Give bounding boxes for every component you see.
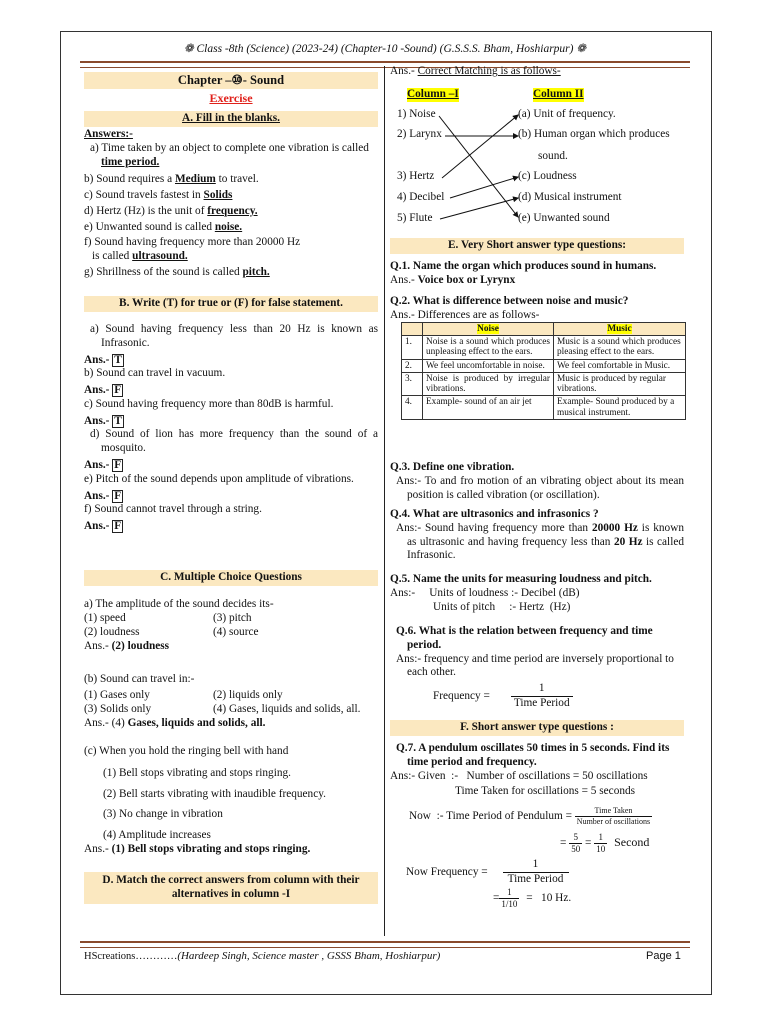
section-f: F. Short answer type questions :: [390, 720, 684, 736]
match-left-item: 2) Larynx: [397, 128, 442, 140]
frequency-result-formula: Now Frequency = $\frac{1}{\text{Time Period}}$: [406, 858, 569, 887]
section-e: E. Very Short answer type questions:: [390, 238, 684, 254]
table-cell: Example- Sound produced by a musical instrument.: [554, 396, 686, 419]
table-row: [402, 372, 686, 395]
table-cell: Music is produced by regular vibrations.: [554, 372, 686, 395]
match-right-item: (a) Unit of frequency.: [518, 108, 616, 120]
exercise-heading: Exercise: [209, 91, 253, 105]
table-cell: Example- sound of an air jet: [423, 396, 554, 419]
chapter-title-band: Chapter –⑩- Sound: [84, 72, 378, 89]
match-right-item: (e) Unwanted sound: [518, 212, 610, 224]
mcq-1: a) The amplitude of the sound decides its- (1) speed (3) pitch (2) loudness (4) source Ans.- (2) loudness: [84, 598, 274, 652]
section-b: B. Write (T) for true or (F) for false statement.: [84, 296, 378, 312]
table-row: [402, 396, 686, 419]
page-header: ❁ Class -8th (Science) (2023-24) (Chapter-10 -Sound) (G.S.S.S. Bham, Hoshiarpur) ❁: [183, 43, 586, 55]
table-cell: We feel uncomfortable in noise.: [423, 359, 554, 372]
match-right-item: (d) Musical instrument: [518, 191, 622, 203]
match-left-item: 4) Decibel: [397, 191, 445, 203]
frequency-final: = $\frac{1}{1/10}$ = 10 Hz.: [493, 887, 572, 909]
q1: Q.1. Name the organ which produces sound in humans. Ans.- Voice box or Lyrynx: [390, 260, 657, 286]
match-intro: Ans.- Correct Matching is as follows-: [390, 65, 561, 77]
q4: Q.4. What are ultrasonics and infrasonics ? Ans:- Sound having frequency more than 20000 Hz is known as ultrasonic and having frequency less than 20 Hz is called Infrasonic.: [390, 508, 684, 562]
match-left-item: 1) Noise: [397, 108, 436, 120]
q5: Q.5. Name the units for measuring loudness and pitch. Ans:- Units of loudness :- Decibel (dB) Units of pitch :- Hertz (Hz): [390, 573, 652, 613]
table-cell: Music is a sound which produces pleasing effect to the ears.: [554, 336, 686, 359]
arrow-flute-instrument: [440, 198, 518, 219]
section-d: D. Match the correct answers from column with their alternatives in column -I: [84, 872, 378, 904]
table-cell: 3.: [402, 372, 423, 395]
match-left-item: 3) Hertz: [397, 170, 435, 182]
table-cell: 4.: [402, 396, 423, 419]
section-b-items: a) Sound having frequency less than 20 Hz is known as Infrasonic. Ans.- T b) Sound can travel in vacuum. Ans.- F c) Sound having frequency more than 80dB is harmful. Ans.- T d) Sound of lion has more frequency than the sound of a mosquito. Ans.- F e) Pitch of the sound depends upon amplitude of vibrations. Ans.- F f) Sound cannot travel through a string. Ans.- F: [84, 323, 378, 533]
table-row: [402, 359, 686, 372]
noise-music-table: Noise Music 1. Noise is a sound which produces unpleasing effect to the ears. Music is a sound which produces pleasing effect to the ears. 2. We feel uncomfortable in noise. We feel comfortable in Music. 3. Noise is produced by irregular vibrations. Music is produced by regular vibrations. 4. Example- sound of an air jet Example- Sound produced by a musical instrument.: [401, 322, 686, 420]
q3: Q.3. Define one vibration. Ans:- To and fro motion of an vibrating object about its mean position is called vibration (or oscillation).: [390, 461, 684, 501]
time-period-result: = $\frac{5}{50}$ = $\frac{1}{10}$ Second: [560, 832, 650, 854]
arrow-noise-unwanted: [439, 116, 518, 217]
column-2-heading: Column II: [533, 88, 584, 100]
q6: Q.6. What is the relation between frequency and time period. Ans:- frequency and time period are inversely proportional to each other.: [396, 625, 674, 679]
match-right-item: (b) Human organ which produces: [518, 128, 670, 140]
q7: Q.7. A pendulum oscillates 50 times in 5 seconds. Find its time period and frequency. Ans:- Given :- Number of oscillations = 50 oscillations Time Taken for oscillations = 5 seconds: [390, 742, 670, 798]
arrow-decibel-loudness: [450, 177, 518, 198]
match-right-item: (c) Loudness: [518, 170, 577, 182]
table-cell: Noise is produced by irregular vibrations.: [423, 372, 554, 395]
match-left-item: 5) Flute: [397, 212, 433, 224]
match-arrows: [384, 100, 524, 230]
table-cell: 1.: [402, 336, 423, 359]
mcq-3: (c) When you hold the ringing bell with hand (1) Bell stops vibrating and stops ringing. (2) Bell starts vibrating with inaudible frequency. (3) No change in vibration (4) Amplitude increases Ans.- (1) Bell stops vibrating and stops ringing.: [84, 745, 326, 855]
table-cell: Noise is a sound which produces unpleasing effect to the ears.: [423, 336, 554, 359]
table-cell: We feel comfortable in Music.: [554, 359, 686, 372]
time-period-formula: Now :- Time Period of Pendulum = $\frac{\text{Time Taken}}{\text{Number of oscillations}}$: [409, 806, 651, 826]
frequency-formula: Frequency = $\frac{1}{\text{Time Period}}$: [433, 682, 573, 711]
table-cell: 2.: [402, 359, 423, 372]
page-number: Page 1: [646, 950, 681, 962]
section-a-answers: Answers:- a) Time taken by an object to complete one vibration is called time period. b) Sound requires a Medium to travel. c) Sound travels fastest in Solids d) Hertz (Hz) is the unit of frequency. e) Unwanted sound is called noise. f) Sound having frequency more than 20000 Hz is called ultrasound. g) Shrillness of the sound is called pitch.: [84, 128, 369, 279]
footer-rule: [80, 941, 690, 948]
section-c: C. Multiple Choice Questions: [84, 570, 378, 586]
section-a: A. Fill in the blanks.: [84, 111, 378, 127]
column-1-heading: Column –I: [407, 88, 459, 100]
match-right-item: sound.: [538, 150, 568, 162]
table-row: [402, 336, 686, 359]
footer-credit: HScreations…………(Hardeep Singh, Science master , GSSS Bham, Hoshiarpur): [84, 950, 441, 962]
q2: Q.2. What is difference between noise and music? Ans.- Differences are as follows-: [390, 295, 629, 321]
mcq-2: (b) Sound can travel in:- (1) Gases only (2) liquids only (3) Solids only (4) Gases, liquids and solids, all. Ans.- (4) Gases, liquids and solids, all.: [84, 673, 361, 729]
